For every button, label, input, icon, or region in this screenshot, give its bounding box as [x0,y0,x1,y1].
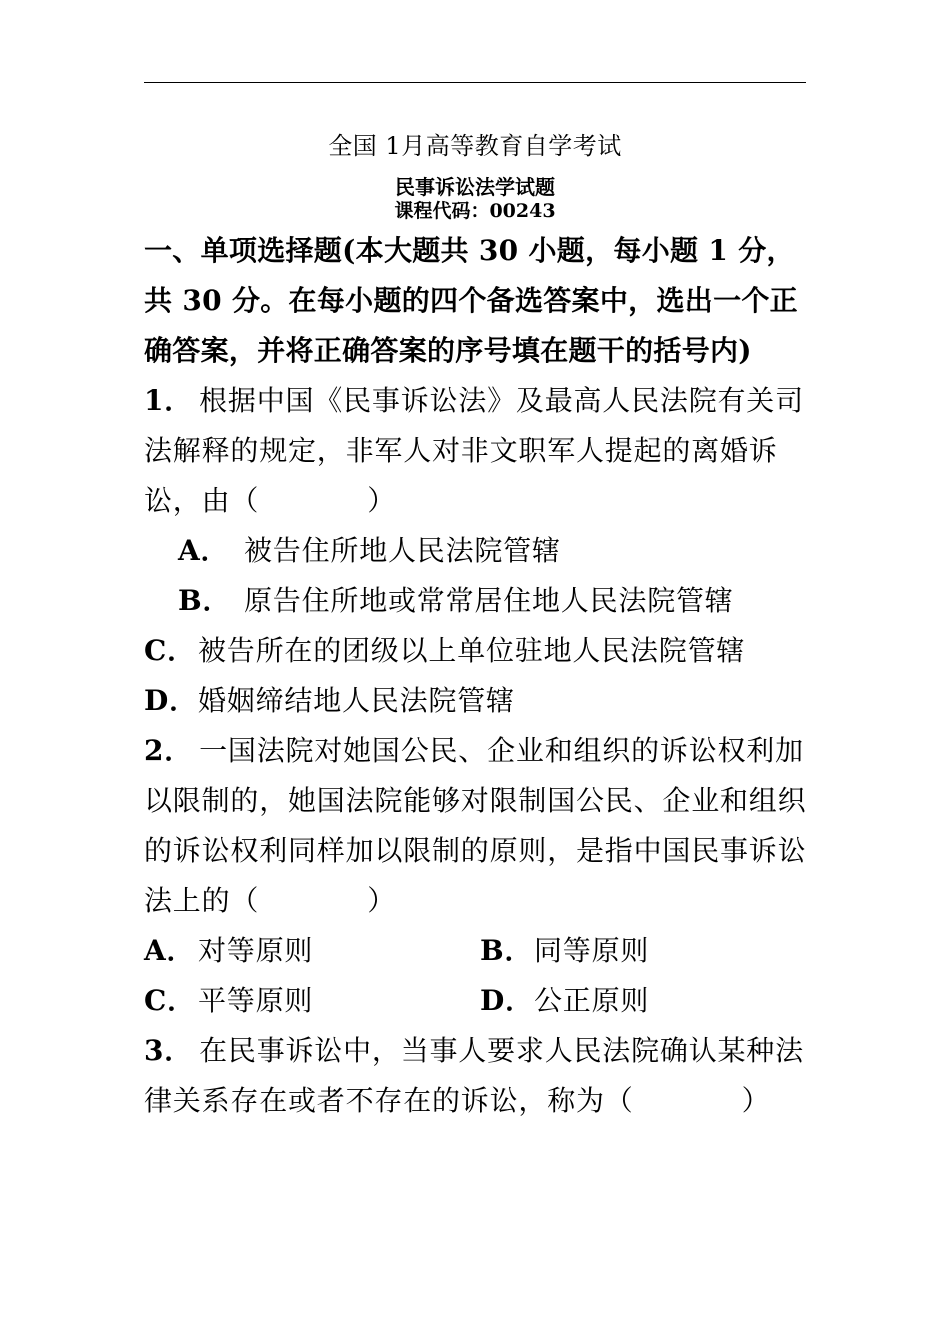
option-letter: C． [144,984,196,1017]
option-text: 原告住所地或常常居住地人民法院管辖 [244,584,734,617]
header-rule [144,82,806,83]
subject-title: 民事诉讼法学试题 [395,175,555,199]
exam-title: 全国 1月高等教育自学考试 [328,132,622,160]
option-a [144,926,480,976]
exam-content [144,226,816,1126]
stem-close: ） [367,884,397,917]
course-code: 课程代码：00243 [394,200,556,222]
option-letter: C． [144,634,196,667]
question-stem: 在民事诉讼中，当事人要求人民法院确认某种法律关系存在或者不存在的诉讼，称为（ [144,1034,804,1117]
exam-header [144,128,806,222]
option-b [480,926,816,976]
question-number: 1． [144,384,194,417]
option-letter: A． [178,534,230,567]
options-row-cd [144,976,816,1026]
option-c [144,626,816,676]
question-stem: 根据中国《民事诉讼法》及最高人民法院有关司法解释的规定，非军人对非文职军人提起的离婚诉讼，由（ [144,384,804,517]
option-text: 平等原则 [198,984,314,1017]
question-number: 2． [144,734,194,767]
option-b [144,576,816,626]
option-letter: B． [480,934,534,967]
question-number: 3． [144,1034,194,1067]
option-text: 对等原则 [198,934,314,967]
stem-close: ） [367,484,397,517]
option-d [144,676,816,726]
stem-close: ） [741,1084,771,1117]
option-letter: D． [480,984,534,1017]
option-text: 被告住所地人民法院管辖 [244,534,561,567]
option-letter: B． [178,584,232,617]
question-2 [144,726,816,926]
question-3 [144,1026,816,1126]
option-letter: A． [144,934,196,967]
option-text: 公正原则 [534,984,650,1017]
section-heading: 一、单项选择题(本大题共 30 小题，每小题 1 分，共 30 分。在每小题的四个备选答案中，选出一个正确答案，并将正确答案的序号填在题干的括号内) [144,234,798,367]
options-row-ab [144,926,816,976]
question-stem: 一国法院对她国公民、企业和组织的诉讼权利加以限制的，她国法院能够对限制国公民、企业和组织的诉讼权利同样加以限制的原则，是指中国民事诉讼法上的（ [144,734,807,917]
option-letter: D． [144,684,198,717]
option-text: 婚姻缔结地人民法院管辖 [198,684,515,717]
option-d [480,976,816,1026]
option-c [144,976,480,1026]
option-text: 同等原则 [534,934,650,967]
option-a [144,526,816,576]
question-1 [144,376,816,526]
option-text: 被告所在的团级以上单位驻地人民法院管辖 [198,634,746,667]
